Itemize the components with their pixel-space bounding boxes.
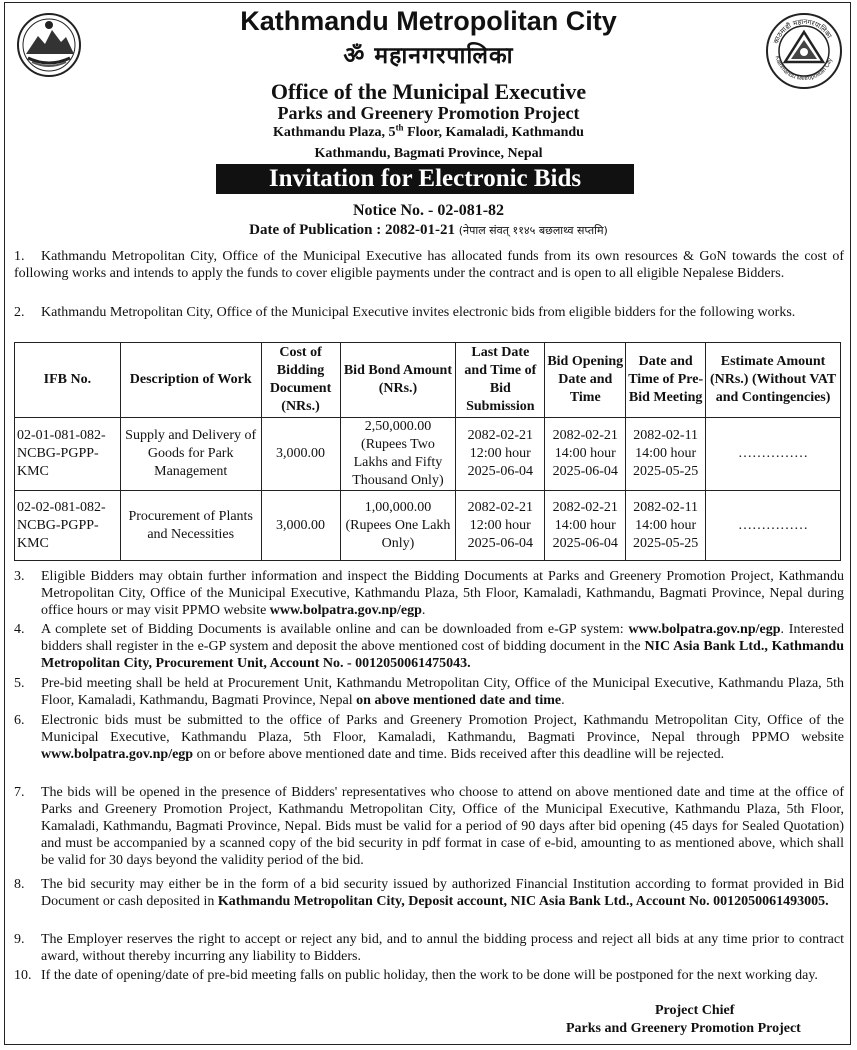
header-last-date: Last Date and Time of Bid Submission — [456, 343, 545, 418]
clause-5: 5. Pre-bid meeting shall be held at Procurement Unit, Kathmandu Metropolitan City, Office of the Municipal Executive, Kathmandu Plaza, 5th Floor, Kamaladi, Kathmandu, Bagmati Province, Nepal on above mentioned date and time. — [14, 676, 844, 708]
clause-6: 6. Electronic bids must be submitted to the office of Parks and Greenery Promotion Project, Kathmandu Metropolitan City, Office of the Municipal Executive, Kathmandu Plaza, 5th Floor, Kamaladi, Kathmandu, Bagmati Province, Nepal through PPMO website www.bolpatra.gov.np/egp on or before above mentioned date and time. Bids received after this deadline will be rejected. — [14, 713, 844, 762]
clause-1: 1. Kathmandu Metropolitan City, Office of the Municipal Executive has allocated funds from its own resources & GoN towards the cost of following works and intends to apply the funds to cover eligible payments under the contract and is open to all eligible Nepalese Bidders. — [14, 249, 844, 281]
cell-bond: 1,00,000.00 (Rupees One Lakh Only) — [340, 491, 456, 561]
cell-ifb: 02-02-081-082-NCBG-PGPP-KMC — [15, 491, 121, 561]
header-cost: Cost of Bidding Document (NRs.) — [261, 343, 340, 418]
cell-last-date: 2082-02-21 12:00 hour 2025-06-04 — [456, 491, 545, 561]
cell-last-date: 2082-02-21 12:00 hour 2025-06-04 — [456, 418, 545, 491]
clause-9-text: The Employer reserves the right to accept or reject any bid, and to annul the bidding process and reject all bids at any time prior to contract award, without thereby incurring any liability to Bidders. — [41, 932, 844, 964]
svg-text:Kathmandu Metropolitan City: Kathmandu Metropolitan City — [773, 55, 834, 83]
notice-number: Notice No. - 02-081-82 — [352, 202, 505, 219]
clause-2-text: Kathmandu Metropolitan City, Office of the Municipal Executive invites electronic bids from eligible bidders for the following works. — [41, 305, 796, 320]
office-heading: Office of the Municipal Executive — [270, 79, 587, 104]
cell-description: Procurement of Plants and Necessities — [120, 491, 261, 561]
city-name-heading: Kathmandu Metropolitan City — [240, 6, 617, 36]
table-header-row — [15, 343, 841, 418]
clause-2: 2. Kathmandu Metropolitan City, Office of the Municipal Executive invites electronic bids from eligible bidders for the following works. — [14, 304, 844, 321]
deposit-account: Kathmandu Metropolitan City, Deposit account, NIC Asia Bank Ltd., Account No. 0012050061493005. — [217, 894, 829, 909]
bank-account: NIC Asia Bank Ltd., Kathmandu Metropolitan City, Procurement Unit, Account No. - 0012050061475043. — [41, 639, 844, 671]
clause-3-text: Eligible Bidders may obtain further information and inspect the Bidding Documents at Parks and Greenery Promotion Project, Kathmandu Metropolitan City, Office of the Municipal Executive, Kathmandu Plaza, 5th Floor, Kamaladi, Kathmandu, Bagmati Province, Nepal during office hours or may visit PPMO website www.bolpatra.gov.np/egp. — [41, 569, 844, 618]
clause-10: 10. If the date of opening/date of pre-bid meeting falls on public holiday, then the work to be done will be postponed for the next working day. — [14, 967, 844, 984]
cell-cost: 3,000.00 — [261, 491, 340, 561]
cell-description: Supply and Delivery of Goods for Park Management — [120, 418, 261, 491]
signature-title: Project Chief — [655, 1003, 735, 1018]
title-banner: Invitation for Electronic Bids — [216, 164, 634, 194]
header-description: Description of Work — [120, 343, 261, 418]
clause-9: 9. The Employer reserves the right to accept or reject any bid, and to annul the bidding process and reject all bids at any time prior to contract award, without thereby incurring any liability to Bidders. — [14, 932, 844, 964]
clause-7-text: The bids will be opened in the presence of Bidders' representatives who choose to attend on above mentioned date and time at the office of Parks and Greenery Promotion Project, Kathmandu Metropolitan City, Office of the Municipal Executive, Kathmandu Plaza, 5th Floor, Kamaladi, Kathmandu, Bagmati Province, Nepal. Bids must be valid for a period of 90 days after bid opening (45 days for Sealed Quotation) and must be accompanied by a scanned copy of the bid security in pdf format in case of e-bid, amounting to as mentioned above, which shall be valid for 30 days beyond the validity period of the bid. — [41, 785, 844, 868]
clause-4: 4. A complete set of Bidding Documents is available online and can be downloaded from e-GP system: www.bolpatra.gov.np/egp. Interested bidders shall register in the e-GP system and deposit the above mentioned cost of bidding document in the NIC Asia Bank Ltd., Kathmandu Metropolitan City, Procurement Unit, Account No. - 0012050061475043. — [14, 622, 844, 671]
table-row — [15, 418, 841, 491]
table-row — [15, 491, 841, 561]
address-line-1: Kathmandu Plaza, 5th Floor, Kamaladi, Kathmandu — [273, 122, 584, 140]
header-bond: Bid Bond Amount (NRs.) — [340, 343, 456, 418]
city-name-nepali: ॐ महानगरपालिका — [343, 43, 514, 69]
clause-3: 3. Eligible Bidders may obtain further information and inspect the Bidding Documents at Parks and Greenery Promotion Project, Kathmandu Metropolitan City, Office of the Municipal Executive, Kathmandu Plaza, 5th Floor, Kamaladi, Kathmandu, Bagmati Province, Nepal during office hours or may visit PPMO website www.bolpatra.gov.np/egp. — [14, 569, 844, 618]
egp-link: www.bolpatra.gov.np/egp — [269, 603, 422, 618]
publication-date-label: Date of Publication : 2082-01-21 — [249, 222, 455, 238]
publication-date-nepali: (नेपाल संवत् ११४५ बछलाथ्व सप्तमि) — [458, 224, 608, 237]
clause-1-text: Kathmandu Metropolitan City, Office of the Municipal Executive has allocated funds from its own resources & GoN towards the cost of following works and intends to apply the funds to cover eligible payments under the contract and is open to all eligible Nepalese Bidders. — [14, 249, 844, 281]
header-ifb: IFB No. — [15, 343, 121, 418]
clause-10-text: If the date of opening/date of pre-bid meeting falls on public holiday, then the work to be done will be postponed for the next working day. — [41, 968, 818, 983]
clause-8: 8. The bid security may either be in the form of a bid security issued by authorized Financial Institution according to format provided in Bid Document or cash deposited in Kathmandu Metropolitan City, Deposit account, NIC Asia Bank Ltd., Account No. 0012050061493005. — [14, 877, 844, 909]
egp-link: www.bolpatra.gov.np/egp — [41, 747, 194, 762]
cell-opening: 2082-02-21 14:00 hour 2025-06-04 — [545, 491, 626, 561]
cell-estimate: …………… — [706, 491, 841, 561]
egp-link: www.bolpatra.gov.np/egp — [628, 622, 781, 637]
signature-org: Parks and Greenery Promotion Project — [566, 1021, 801, 1036]
header-opening: Bid Opening Date and Time — [545, 343, 626, 418]
publication-date — [0, 222, 857, 239]
bids-table — [14, 342, 841, 561]
cell-cost: 3,000.00 — [261, 418, 340, 491]
cell-prebid: 2082-02-11 14:00 hour 2025-05-25 — [626, 491, 706, 561]
svg-text:काठमाडौं महानगरपालिका: काठमाडौं महानगरपालिका — [772, 17, 834, 45]
cell-ifb: 02-01-081-082-NCBG-PGPP-KMC — [15, 418, 121, 491]
cell-opening: 2082-02-21 14:00 hour 2025-06-04 — [545, 418, 626, 491]
header-prebid: Date and Time of Pre-Bid Meeting — [626, 343, 706, 418]
cell-prebid: 2082-02-11 14:00 hour 2025-05-25 — [626, 418, 706, 491]
cell-estimate: …………… — [706, 418, 841, 491]
clause-6-text: Electronic bids must be submitted to the office of Parks and Greenery Promotion Project, Kathmandu Metropolitan City, Office of the Municipal Executive, Kathmandu Plaza, 5th Floor, Kamaladi, Kathmandu, Bagmati Province, Nepal through PPMO website www.bolpatra.gov.np/egp on or before above mentioned date and time. Bids received after this deadline will be rejected. — [41, 713, 844, 762]
clause-4-text: A complete set of Bidding Documents is available online and can be downloaded from e-GP system: www.bolpatra.gov.np/egp. Interested bidders shall register in the e-GP system and deposit the above mentioned cost of bidding document in the NIC Asia Bank Ltd., Kathmandu Metropolitan City, Procurement Unit, Account No. - 0012050061475043. — [41, 622, 844, 671]
clause-7: 7. The bids will be opened in the presence of Bidders' representatives who choose to attend on above mentioned date and time at the office of Parks and Greenery Promotion Project, Kathmandu Metropolitan City, Office of the Municipal Executive, Kathmandu Plaza, 5th Floor, Kamaladi, Kathmandu, Bagmati Province, Nepal. Bids must be valid for a period of 90 days after bid opening (45 days for Sealed Quotation) and must be accompanied by a scanned copy of the bid security in pdf format in case of e-bid, amounting to as mentioned above, which shall be valid for 30 days beyond the validity period of the bid. — [14, 785, 844, 868]
cell-bond: 2,50,000.00 (Rupees Two Lakhs and Fifty Thousand Only) — [340, 418, 456, 491]
address-line-2: Kathmandu, Bagmati Province, Nepal — [314, 146, 543, 161]
clause-5-text: Pre-bid meeting shall be held at Procurement Unit, Kathmandu Metropolitan City, Office of the Municipal Executive, Kathmandu Plaza, 5th Floor, Kamaladi, Kathmandu, Bagmati Province, Nepal on above mentioned date and time. — [41, 676, 844, 708]
project-heading: Parks and Greenery Promotion Project — [277, 103, 580, 123]
clause-8-text: The bid security may either be in the form of a bid security issued by authorized Financial Institution according to format provided in Bid Document or cash deposited in Kathmandu Metropolitan City, Deposit account, NIC Asia Bank Ltd., Account No. 0012050061493005. — [41, 877, 844, 909]
header-estimate: Estimate Amount (NRs.) (Without VAT and Contingencies) — [706, 343, 841, 418]
